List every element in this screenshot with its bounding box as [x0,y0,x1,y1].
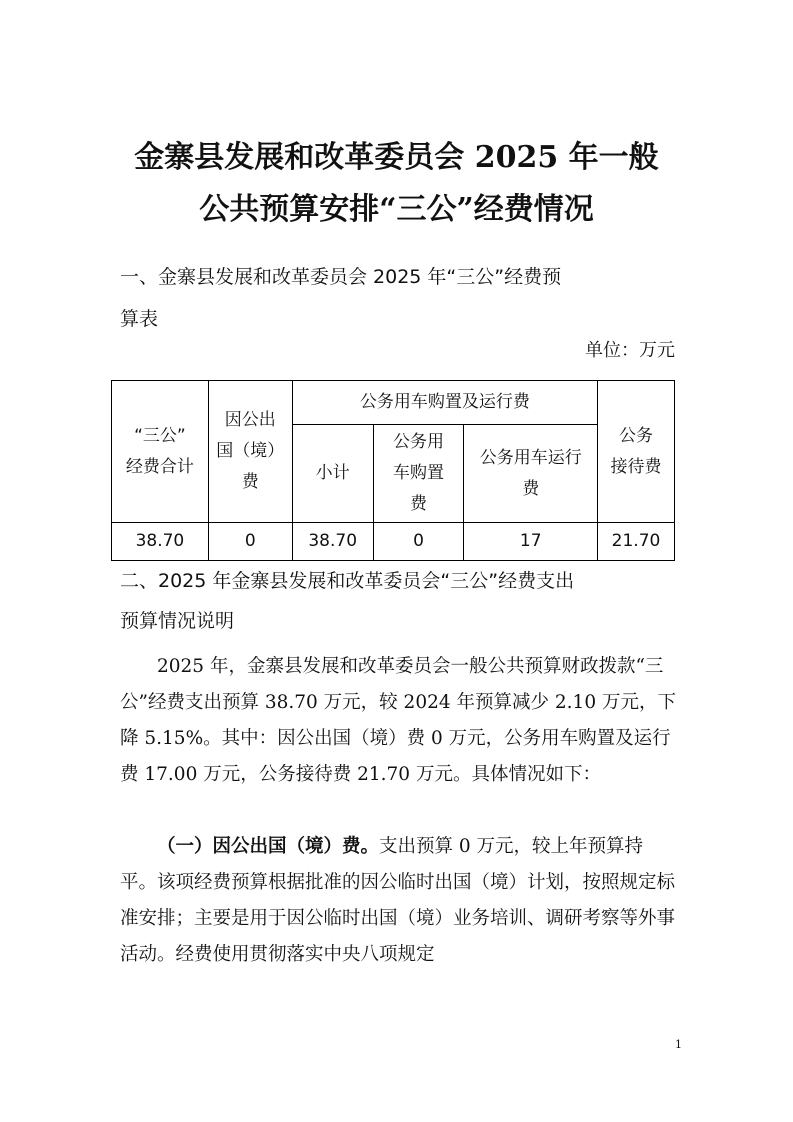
section2-heading-line1: 二、2025 年金寨县发展和改革委员会“三公”经费支出 [120,570,575,592]
paragraph-abroad-heading: （一）因公出国（境）费。 [157,836,380,857]
header-reception: 公务 接待费 [598,381,675,523]
header-abroad: 因公出 国（境） 费 [208,381,292,523]
page-number: 1 [675,1038,682,1051]
cell-purchase: 0 [373,523,464,561]
cell-subtotal: 38.70 [292,523,373,561]
table-row [112,523,675,561]
paragraph-abroad-text: 支出预算 0 万元，较上年预算持平。该项经费预算根据批准的因公临时出国（境）计划，按照规定标准安排；主要是用于因公临时出国（境）业务培训、调研考察等外事活动。经费使用贯彻落实中央八项规定 [120,836,676,965]
document-title-line1: 金寨县发展和改革委员会 2025 年一般 [134,140,659,175]
section1-heading-line2: 算表 [120,308,159,330]
header-total: “三公” 经费合计 [112,381,209,523]
cell-operation: 17 [464,523,598,561]
section1-heading-line1: 一、金寨县发展和改革委员会 2025 年“三公”经费预 [120,266,562,288]
table-header-row1 [112,381,675,425]
cell-total: 38.70 [112,523,209,561]
paragraph-summary: 2025 年，金寨县发展和改革委员会一般公共预算财政拨款“三公”经费支出预算 38.70 万元，较 2024 年预算减少 2.10 万元，下降 5.15%。其中：因公出国（境）费 0 万元，公务用车购置及运行费 17.00 万元，公务接待费 21.70 万元。具体情况如下： [120,656,676,785]
unit-label: 单位：万元 [585,340,675,361]
header-vehicle: 公务用车购置及运行费 [292,381,597,425]
three-public-expenses-table [111,380,675,561]
cell-reception: 21.70 [598,523,675,561]
header-subtotal: 小计 [292,425,373,523]
header-vehicle-operation: 公务用车运行 费 [464,425,598,523]
section2-heading-line2: 预算情况说明 [120,610,235,632]
paragraph-abroad-expense [120,829,676,973]
header-vehicle-purchase: 公务用 车购置 费 [373,425,464,523]
cell-abroad: 0 [208,523,292,561]
document-title-line2: 公共预算安排“三公”经费情况 [199,192,594,227]
